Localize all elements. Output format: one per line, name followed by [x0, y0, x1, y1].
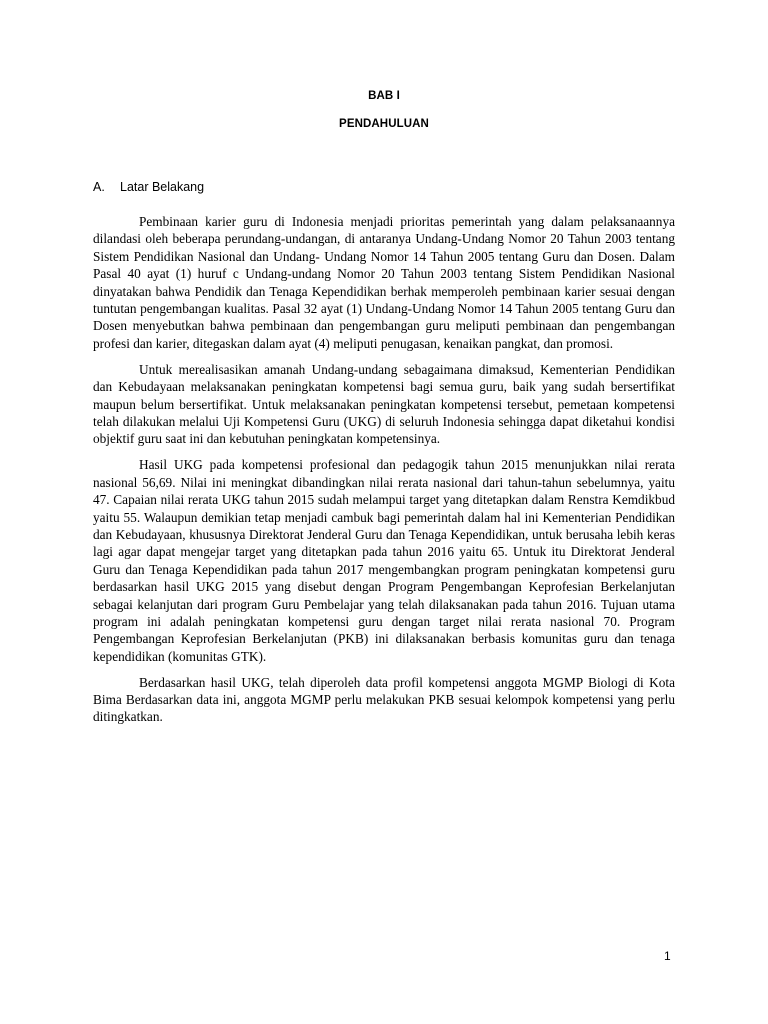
paragraph-1: Pembinaan karier guru di Indonesia menjadi prioritas pemerintah yang dalam pelaksanaannya dilandasi oleh beberapa perundang-undangan, di antaranya Undang-Undang Nomor 20 Tahun 2003 tentang Sistem Pendidikan Nasional dan Undang- Undang Nomor 14 Tahun 2005 tentang Guru dan Dosen. Dalam Pasal 40 ayat (1) huruf c Undang-undang Nomor 20 Tahun 2003 tentang Sistem Pendidikan Nasional dinyatakan bahwa Pendidik dan Tenaga Kependidikan berhak memperoleh pembinaan karier sesuai dengan tuntutan pengembangan kualitas. Pasal 32 ayat (1) Undang-Undang Nomor 14 Tahun 2005 tentang Guru dan Dosen menyebutkan bahwa pembinaan dan pengembangan guru meliputi pembinaan dan pengembangan profesi dan karier, ditegaskan dalam ayat (4) meliputi penugasan, kenaikan pangkat, dan promosi. — [93, 214, 675, 351]
chapter-number: BAB I — [368, 90, 400, 102]
section-number: A. — [93, 180, 105, 194]
section-title: Latar Belakang — [120, 180, 205, 194]
page-number: 1 — [664, 949, 671, 963]
body-text — [93, 213, 675, 734]
section-heading — [93, 180, 204, 194]
paragraph-2: Untuk merealisasikan amanah Undang-undang sebagaimana dimaksud, Kementerian Pendidikan dan Kebudayaan melaksanakan peningkatan kompetensi bagi semua guru, baik yang sudah bersertifikat maupun belum bersertifikat. Untuk melaksanakan peningkatan kompetensi tersebut, pemetaan kompetensi telah dilakukan melalui Uji Kompetensi Guru (UKG) di seluruh Indonesia sehingga dapat diketahui kondisi objektif guru saat ini dan kebutuhan peningkatan kompetensinya. — [93, 361, 675, 447]
chapter-title: PENDAHULUAN — [339, 118, 429, 130]
paragraph-4: Berdasarkan hasil UKG, telah diperoleh data profil kompetensi anggota MGMP Biologi di Kota Bima Berdasarkan data ini, anggota MGMP perlu melakukan PKB sesuai kelompok kompetensi yang perlu ditingkatkan. — [93, 674, 675, 725]
paragraph-3: Hasil UKG pada kompetensi profesional dan pedagogik tahun 2015 menunjukkan nilai rerata nasional 56,69. Nilai ini meningkat dibandingkan nilai rerata nasional dari tahun-tahun sebelumnya, yaitu 47. Capaian nilai rerata UKG tahun 2015 sudah melampui target yang ditetapkan dalam Renstra Kemdikbud yaitu 55. Walaupun demikian tetap menjadi cambuk bagi pemerintah dalam hal ini Kementerian Pendidikan dan Kebudayaan, khususnya Direktorat Jenderal Guru dan Tenaga Kependidikan, untuk berusaha lebih keras lagi agar dapat mengejar target yang ditetapkan pada tahun 2016 yaitu 65. Untuk itu Direktorat Jenderal Guru dan Tenaga Kependidikan pada tahun 2017 mengembangkan program peningkatan kompetensi guru berdasarkan hasil UKG 2015 yang disebut dengan Program Pengembangan Keprofesian Berkelanjutan sebagai kelanjutan dari program Guru Pembelajar yang telah dilaksanakan pada tahun 2016. Tujuan utama program ini adalah peningkatan kompetensi guru dengan target nilai rerata nasional 70. Program Pengembangan Keprofesian Berkelanjutan (PKB) ini dilaksanakan berbasis komunitas guru dan tenaga kependidikan (komunitas GTK). — [93, 457, 675, 664]
